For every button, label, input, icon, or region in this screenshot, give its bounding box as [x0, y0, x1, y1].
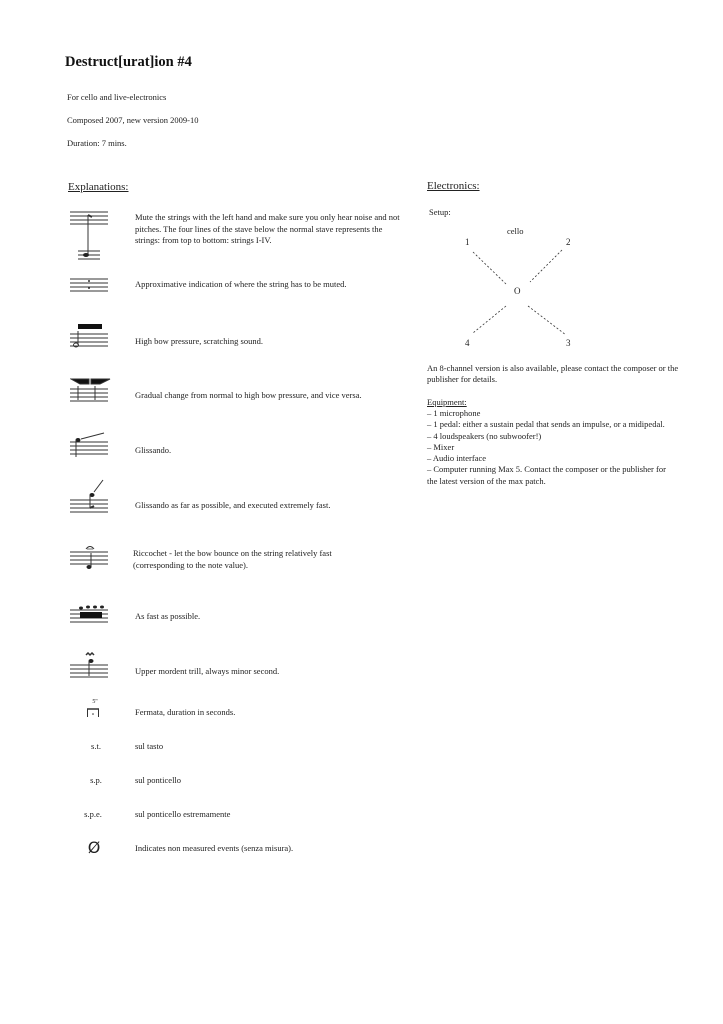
eight-channel-note: An 8-channel version is also available, please contact the composer or the publisher for details.: [427, 363, 679, 385]
senza-misura-symbol: Ø: [87, 838, 101, 857]
sul-ponticello-abbreviation: s.p.: [90, 775, 102, 785]
page-title: Destruct[urat]ion #4: [65, 54, 192, 70]
speaker-4-label: 4: [465, 338, 470, 348]
equipment-item: – Computer running Max 5. Contact the composer or the publisher for the latest version of the max patch.: [427, 464, 666, 486]
muted-strings-notation-icon: [70, 208, 112, 260]
explanation-text: Upper mordent trill, always minor second.: [135, 666, 280, 676]
equipment-item: – Audio interface: [427, 453, 487, 464]
speaker-setup-diagram: [460, 240, 580, 340]
microphone-symbol: O: [514, 286, 521, 296]
fast-glissando-notation-icon: [70, 478, 112, 514]
explanation-text: Indicates non measured events (senza misura).: [135, 843, 294, 853]
equipment-item: – 4 loudspeakers (no subwoofer!): [427, 430, 542, 441]
sul-ponticello-estremamente-abbreviation: s.p.e.: [84, 809, 102, 819]
fermata-duration-label: 5'': [92, 699, 98, 705]
explanations-heading: Explanations:: [68, 181, 129, 193]
explanation-text: sul ponticello estremamente: [135, 809, 231, 819]
explanation-text: sul tasto: [135, 741, 164, 751]
equipment-heading: Equipment:: [427, 397, 467, 407]
speaker-1-label: 1: [465, 237, 470, 247]
cello-label: cello: [507, 226, 524, 236]
explanation-text: Fermata, duration in seconds.: [135, 707, 236, 717]
equipment-list: [427, 408, 697, 487]
explanation-text: Gradual change from normal to high bow pressure, and vice versa.: [135, 390, 362, 400]
equipment-item: – 1 pedal: either a sustain pedal that sends an impulse, or a midipedal.: [427, 419, 665, 430]
explanation-text: sul ponticello: [135, 775, 182, 785]
fermata-icon: [86, 706, 102, 718]
equipment-item: – 1 microphone: [427, 408, 481, 418]
speaker-2-label: 2: [566, 237, 571, 247]
instrumentation: For cello and live-electronics: [67, 92, 167, 102]
explanation-text: Glissando as far as possible, and executed extremely fast.: [135, 500, 331, 510]
glissando-notation-icon: [70, 432, 112, 460]
explanation-text: Glissando.: [135, 445, 172, 455]
explanation-text: Riccochet - let the bow bounce on the string relatively fast (corresponding to the note value).: [133, 548, 332, 570]
explanation-text: Approximative indication of where the string has to be muted.: [135, 279, 347, 289]
equipment-item: – Mixer: [427, 441, 455, 452]
as-fast-as-possible-notation-icon: [70, 603, 112, 625]
explanation-text: Mute the strings with the left hand and make sure you only hear noise and not pitches. The four lines of the stave below the normal stave represents the strings: from top to bottom: strings I-IV.: [135, 212, 400, 245]
composition-date: Composed 2007, new version 2009-10: [67, 115, 199, 125]
electronics-heading: Electronics:: [427, 180, 480, 192]
mute-position-notation-icon: [70, 276, 112, 294]
speaker-3-label: 3: [566, 338, 571, 348]
gradual-bow-pressure-notation-icon: [70, 378, 112, 404]
ricochet-notation-icon: [70, 543, 112, 571]
high-bow-pressure-notation-icon: [70, 323, 112, 349]
explanation-text: As fast as possible.: [135, 611, 201, 621]
mordent-notation-icon: [70, 652, 112, 680]
explanation-text: High bow pressure, scratching sound.: [135, 336, 263, 346]
sul-tasto-abbreviation: s.t.: [91, 741, 101, 751]
setup-label: Setup:: [429, 207, 451, 217]
duration: Duration: 7 mins.: [67, 138, 127, 148]
